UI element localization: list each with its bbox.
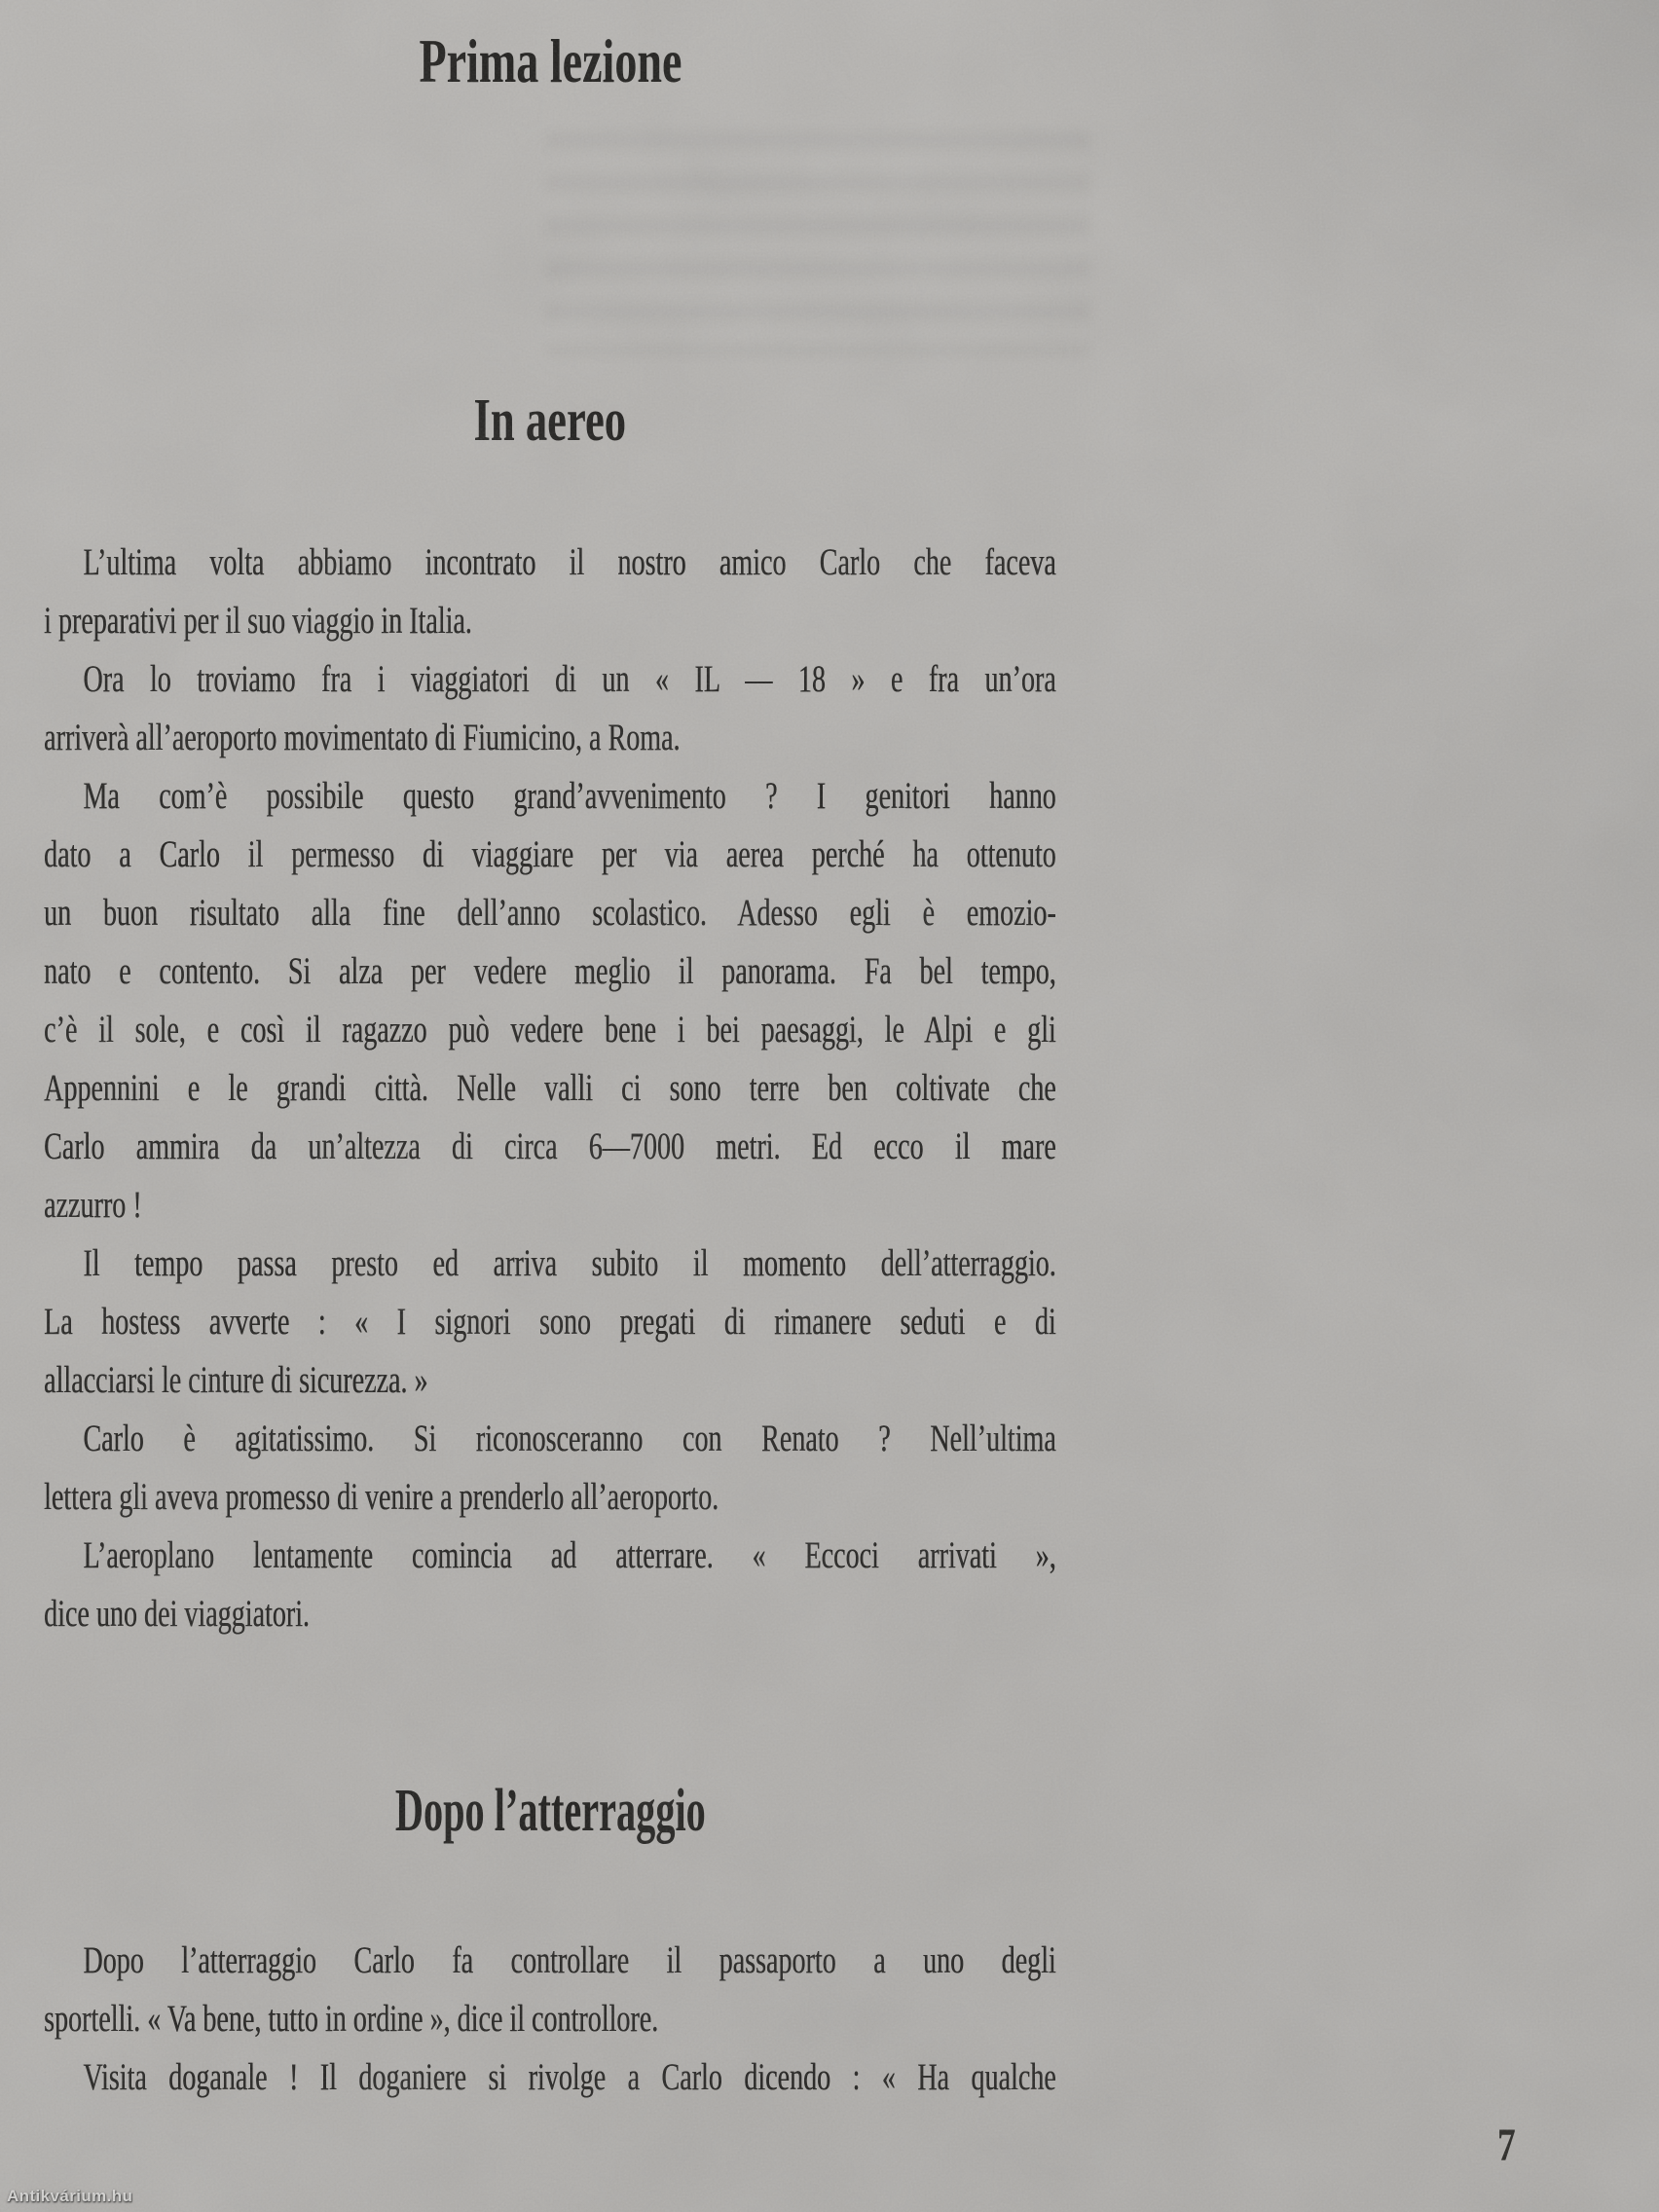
text-line: Il tempo passa presto ed arriva subito il momento dell’atterraggio. [83, 1242, 1056, 1284]
text-line: arriverà all’aeroporto movimentato di Fiumicino, a Roma. [44, 717, 681, 758]
section-heading-dopo-atterraggio-text: Dopo l’atterraggio [394, 1778, 706, 1844]
lesson-title-text: Prima lezione [419, 26, 682, 95]
section-heading-in-aereo [44, 389, 1056, 452]
text-line: lettera gli aveva promesso di venire a prenderlo all’aeroporto. [44, 1476, 719, 1518]
text-line: allacciarsi le cinture di sicurezza. » [44, 1359, 428, 1401]
text-line: Ora lo troviamo fra i viaggiatori di un « IL — 18 » e fra un’ora [83, 658, 1056, 700]
section-heading-in-aereo-text: In aereo [473, 387, 627, 454]
text-line: sportelli. « Va bene, tutto in ordine », dice il controllore. [44, 1998, 659, 2040]
text-line: Visita doganale ! Il doganiere si rivolge a Carlo dicendo : « Ha qualche [83, 2056, 1056, 2098]
text-line: dato a Carlo il permesso di viaggiare per via aerea perché ha ottenuto [44, 833, 1056, 875]
text-line: Carlo è agitatissimo. Si riconosceranno con Renato ? Nell’ultima [83, 1418, 1056, 1459]
text-line: Appennini e le grandi città. Nelle valli ci sono terre ben coltivate che [44, 1067, 1056, 1109]
section-heading-dopo-atterraggio [44, 1780, 1056, 1842]
text-line: La hostess avverte : « I signori sono pregati di rimanere seduti e di [44, 1301, 1056, 1343]
text-line: L’aeroplano lentamente comincia ad atterrare. « Eccoci arrivati », [83, 1534, 1056, 1576]
text-line: dice uno dei viaggiatori. [44, 1593, 310, 1635]
text-line: Carlo ammira da un’altezza di circa 6—7000 metri. Ed ecco il mare [44, 1125, 1056, 1167]
text-line: Dopo l’atterraggio Carlo fa controllare il passaporto a uno degli [83, 1939, 1056, 1981]
text-line: un buon risultato alla fine dell’anno scolastico. Adesso egli è emozio- [44, 892, 1056, 934]
text-line: azzurro ! [44, 1184, 142, 1226]
watermark: Antikvárium.hu [7, 2187, 133, 2205]
section-body-in-aereo [44, 534, 1056, 1643]
page-number: 7 [1497, 2120, 1516, 2171]
section-body-dopo-atterraggio [44, 1932, 1056, 2107]
text-line: nato e contento. Si alza per vedere meglio il panorama. Fa bel tempo, [44, 950, 1056, 992]
text-line: L’ultima volta abbiamo incontrato il nostro amico Carlo che faceva [83, 541, 1056, 583]
ghost-print-artifact [545, 131, 1090, 355]
text-line: i preparativi per il suo viaggio in Italia. [44, 600, 472, 642]
text-line: c’è il sole, e così il ragazzo può vedere bene i bei paesaggi, le Alpi e gli [44, 1009, 1056, 1051]
text-line: Ma com’è possibile questo grand’avvenimento ? I genitori hanno [83, 775, 1056, 817]
lesson-title [44, 27, 1056, 95]
